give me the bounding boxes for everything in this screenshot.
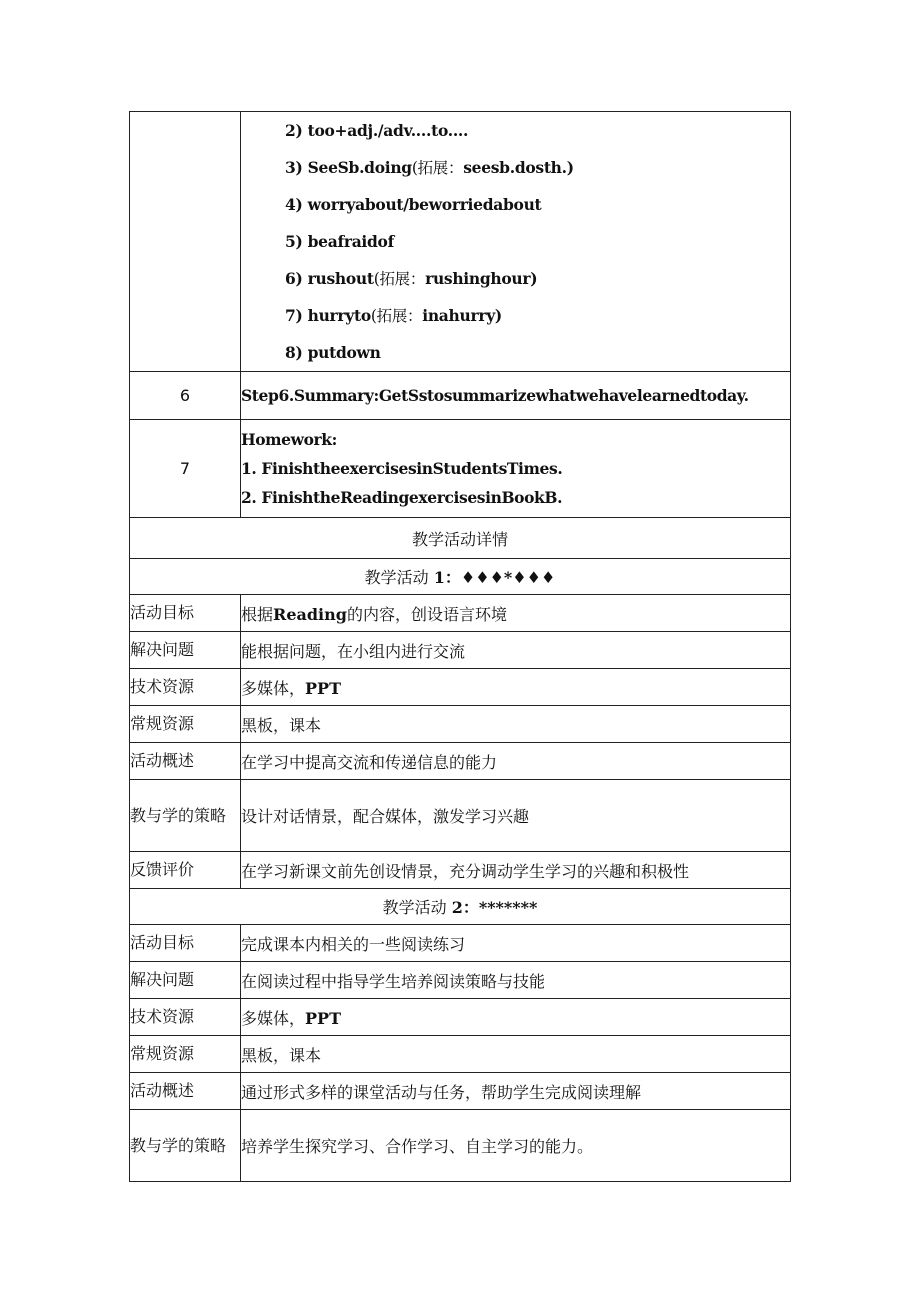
row-value: 能根据问题，在小组内进行交流 bbox=[241, 632, 791, 669]
details-header-row bbox=[130, 518, 791, 559]
row-label: 教与学的策略 bbox=[130, 1110, 241, 1182]
row-label: 教与学的策略 bbox=[130, 780, 241, 852]
activity2-row bbox=[130, 925, 791, 962]
row-label: 活动目标 bbox=[130, 925, 241, 962]
row-label: 活动概述 bbox=[130, 1073, 241, 1110]
homework-item: 2. FinishtheReadingexercisesinBookB. bbox=[241, 488, 563, 507]
row-value: 在学习新课文前先创设情景，充分调动学生学习的兴趣和积极性 bbox=[241, 852, 791, 889]
activity1-row bbox=[130, 706, 791, 743]
vocab-number-cell bbox=[130, 112, 241, 372]
details-header: 教学活动详情 bbox=[130, 518, 791, 559]
row-label: 技术资源 bbox=[130, 669, 241, 706]
phrase-item: 3) SeeSb.doing(拓展：seesb.dosth.) bbox=[285, 158, 574, 177]
vocab-phrases-cell bbox=[241, 112, 791, 372]
activity1-title: 教学活动 1：♦♦♦*♦♦♦ bbox=[130, 559, 791, 595]
row-value: 多媒体，PPT bbox=[241, 669, 791, 706]
step7-homework-cell bbox=[241, 420, 791, 518]
row-value: 通过形式多样的课堂活动与任务，帮助学生完成阅读理解 bbox=[241, 1073, 791, 1110]
row-value: 在阅读过程中指导学生培养阅读策略与技能 bbox=[241, 962, 791, 999]
row-value: 黑板，课本 bbox=[241, 706, 791, 743]
step7-row bbox=[130, 420, 791, 518]
activity1-row bbox=[130, 595, 791, 632]
phrase-item: 8) putdown bbox=[285, 343, 381, 362]
row-value: 在学习中提高交流和传递信息的能力 bbox=[241, 743, 791, 780]
activity2-row bbox=[130, 999, 791, 1036]
row-value: 黑板，课本 bbox=[241, 1036, 791, 1073]
phrase-item: 2) too+adj./adv....to.... bbox=[285, 121, 469, 140]
step7-number: 7 bbox=[130, 420, 241, 518]
activity2-row bbox=[130, 1110, 791, 1182]
phrase-item: 5) beafraidof bbox=[285, 232, 394, 251]
row-value: 设计对话情景，配合媒体，激发学习兴趣 bbox=[241, 780, 791, 852]
row-label: 技术资源 bbox=[130, 999, 241, 1036]
row-value: 多媒体，PPT bbox=[241, 999, 791, 1036]
row-label: 常规资源 bbox=[130, 706, 241, 743]
row-label: 解决问题 bbox=[130, 632, 241, 669]
row-label: 活动概述 bbox=[130, 743, 241, 780]
lesson-plan-table bbox=[129, 111, 791, 1182]
step6-number: 6 bbox=[130, 372, 241, 420]
row-value: 完成课本内相关的一些阅读练习 bbox=[241, 925, 791, 962]
activity1-row bbox=[130, 780, 791, 852]
activity1-row bbox=[130, 852, 791, 889]
row-value: 培养学生探究学习、合作学习、自主学习的能力。 bbox=[241, 1110, 791, 1182]
activity1-row bbox=[130, 743, 791, 780]
vocab-row bbox=[130, 112, 791, 372]
row-label: 解决问题 bbox=[130, 962, 241, 999]
row-label: 常规资源 bbox=[130, 1036, 241, 1073]
row-value: 根据Reading的内容，创设语言环境 bbox=[241, 595, 791, 632]
activity2-row bbox=[130, 962, 791, 999]
activity1-row bbox=[130, 632, 791, 669]
phrase-item: 4) worryabout/beworriedabout bbox=[285, 195, 542, 214]
row-label: 反馈评价 bbox=[130, 852, 241, 889]
row-label: 活动目标 bbox=[130, 595, 241, 632]
activity1-title-row bbox=[130, 559, 791, 595]
activity1-row bbox=[130, 669, 791, 706]
step6-text: Step6.Summary:GetSstosummarizewhatwehavelearnedtoday. bbox=[241, 372, 791, 420]
homework-item: 1. FinishtheexercisesinStudentsTimes. bbox=[241, 459, 563, 478]
activity2-title: 教学活动 2：******* bbox=[130, 889, 791, 925]
step6-row bbox=[130, 372, 791, 420]
activity2-row bbox=[130, 1073, 791, 1110]
activity2-title-row bbox=[130, 889, 791, 925]
phrase-item: 7) hurryto(拓展：inahurry) bbox=[285, 306, 502, 325]
homework-title: Homework: bbox=[241, 430, 337, 449]
phrase-item: 6) rushout(拓展：rushinghour) bbox=[285, 269, 538, 288]
activity2-row bbox=[130, 1036, 791, 1073]
